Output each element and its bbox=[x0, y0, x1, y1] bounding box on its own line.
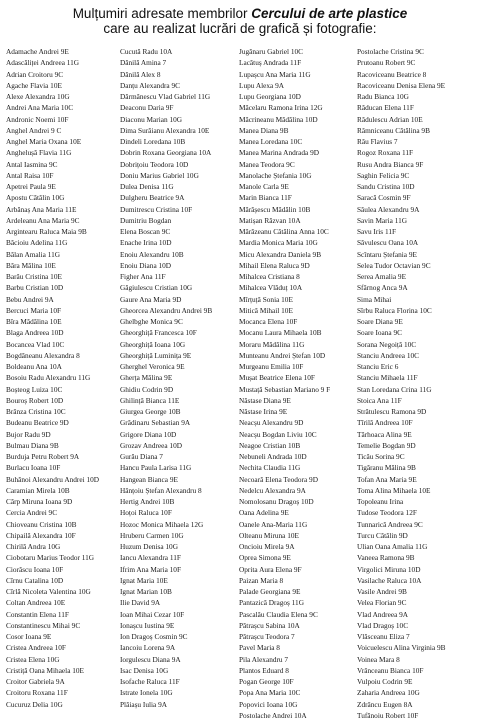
name-entry: Nechita Claudia 11G bbox=[239, 463, 301, 473]
name-entry: Tărhoaca Alina 9E bbox=[357, 429, 412, 439]
name-entry: Nomolosanu Dragoș 10D bbox=[239, 497, 314, 506]
name-entry: Manea Diana 9B bbox=[239, 125, 289, 135]
name-entry: Ghidiu Codrin 9D bbox=[120, 384, 174, 394]
name-entry: Munteanu Andrei Ștefan 10D bbox=[239, 350, 326, 360]
name-entry: Saracă Cosmin 9F bbox=[357, 193, 411, 203]
name-entry: Radu Bianca 10G bbox=[357, 92, 409, 101]
name-entry: Mitică Mihail 10E bbox=[239, 305, 293, 315]
name-entry: Vulpoiu Codrin 9E bbox=[357, 677, 413, 686]
name-entry: Gherța Mălina 9E bbox=[120, 373, 173, 383]
name-entry: Oprita Aura Elena 9F bbox=[239, 564, 302, 574]
name-entry: Bercuci Maria 10F bbox=[6, 305, 62, 315]
name-entry: Buhănoi Alexandru Andrei 10D bbox=[6, 474, 100, 484]
name-entry: Dima Surăianu Alexandra 10E bbox=[120, 125, 210, 135]
name-entry: Mihalcea Vlăduț 10A bbox=[239, 283, 303, 293]
name-entry: Isac Denisa 10G bbox=[120, 665, 169, 675]
name-entry: Măcrineanu Mădălina 10D bbox=[239, 114, 318, 124]
name-entry: Iancoiu Lorena 9A bbox=[120, 643, 176, 653]
name-entry: Vasile Andrei 9B bbox=[357, 587, 407, 596]
name-entry: Pila Alexandru 7 bbox=[239, 654, 289, 664]
name-entry: Temelie Bogdan 9D bbox=[357, 440, 416, 450]
name-entry: Constantinescu Mihai 9C bbox=[6, 620, 81, 630]
name-entry: Doniu Marius Gabriel 10G bbox=[120, 170, 199, 180]
name-entry: Anghel Maria Oxana 10E bbox=[6, 137, 82, 146]
name-entry: Ignat Marian 10B bbox=[120, 587, 172, 596]
name-entry: Constantin Elena 11F bbox=[6, 609, 69, 619]
name-entry: Anghel Andrei 9 C bbox=[6, 125, 62, 135]
name-entry: Băra Mălina 10E bbox=[6, 260, 56, 270]
name-entry: Cristea Andreea 10F bbox=[6, 643, 66, 653]
name-entry: Gurău Diana 7 bbox=[120, 452, 163, 461]
name-entry: Saghin Felicia 9C bbox=[357, 170, 410, 180]
name-entry: Racoviceanu Denisa Elena 9E bbox=[357, 80, 446, 90]
name-entry: Sfârnog Anca 9A bbox=[357, 283, 408, 293]
name-entry: Istrate Ionela 10G bbox=[120, 688, 173, 698]
name-entry: Boșteog Luiza 10C bbox=[6, 384, 63, 394]
name-entry: Boldeanu Ana 10A bbox=[6, 362, 62, 371]
name-entry: Cucută Radu 10A bbox=[120, 47, 173, 56]
name-entry: Apostu Cătălin 10G bbox=[6, 193, 65, 203]
name-entry: Pavel Maria 8 bbox=[239, 643, 280, 653]
name-entry: Neacșu Alexandru 9D bbox=[239, 418, 304, 428]
name-entry: Pascalău Claudia Elena 9C bbox=[239, 609, 318, 619]
name-entry: Enache Irina 10D bbox=[120, 238, 172, 248]
name-entry: Adamache Andrei 9E bbox=[6, 47, 69, 56]
name-entry: Virgolici Miruna 10D bbox=[357, 564, 421, 574]
name-entry: Dărmănescu Vlad Gabriel 11G bbox=[120, 92, 211, 101]
name-entry: Budeanu Beatrice 9D bbox=[6, 418, 69, 428]
name-entry: Bosoiu Radu Alexandru 11G bbox=[6, 373, 91, 383]
name-entry: Ulian Oana Amalia 11G bbox=[357, 542, 428, 551]
name-entry: Ghilință Bianca 11E bbox=[120, 395, 180, 405]
name-entry: Dumitriu Bogdan bbox=[120, 215, 172, 225]
name-entry: Rădulescu Adrian 10E bbox=[357, 114, 423, 124]
name-entry: Bulmau Diana 9B bbox=[6, 440, 59, 450]
name-entry: Bălan Amalia 11G bbox=[6, 249, 61, 259]
name-entry: Prutoanu Robert 9C bbox=[357, 58, 416, 68]
name-entry: Adrian Croitoru 9C bbox=[6, 69, 64, 79]
name-entry: Grădinaru Sebastian 9A bbox=[120, 418, 191, 428]
name-entry: Topoleanu Irina bbox=[357, 497, 404, 506]
name-entry: Soare Ioana 9C bbox=[357, 328, 402, 338]
name-entry: Dănilă Amina 7 bbox=[120, 58, 167, 68]
name-entry: Ciobotaru Marius Teodor 11G bbox=[6, 553, 95, 563]
name-entry: Hoțoi Raluca 10F bbox=[120, 508, 172, 518]
name-entry: Necoară Elena Teodora 9D bbox=[239, 474, 318, 484]
name-entry: Zdrâncu Eugen 8A bbox=[357, 699, 413, 709]
name-entry: Figher Ana 11F bbox=[120, 272, 166, 281]
name-entry: Soare Diana 9E bbox=[357, 317, 403, 326]
name-entry: Sîrbu Raluca Florina 10C bbox=[357, 305, 432, 315]
name-entry: Serea Amalia 9E bbox=[357, 272, 407, 281]
name-entry: Rogoz Roxana 11F bbox=[357, 148, 414, 158]
name-entry: Iancu Alexandra 11F bbox=[120, 553, 181, 563]
name-entry: Măcelaru Ramona Irina 12G bbox=[239, 103, 323, 113]
name-entry: Antal Iasmina 9C bbox=[6, 159, 58, 169]
name-entry: Blaga Andreea 10D bbox=[6, 328, 64, 338]
name-entry: Bujor Radu 9D bbox=[6, 429, 51, 439]
name-entry: Dănilă Alex 8 bbox=[120, 69, 161, 79]
name-entry: Agache Flavia 10E bbox=[6, 80, 62, 90]
name-entry: Vlăsceanu Eliza 7 bbox=[357, 632, 410, 641]
name-entry: Alexe Alexandra 10G bbox=[6, 92, 70, 101]
title-line-2: care au realizat lucrări de grafică și fotografie: bbox=[103, 21, 377, 36]
name-entry: Dobrin Roxana Georgiana 10A bbox=[120, 148, 212, 158]
names-column-2 bbox=[120, 46, 238, 710]
name-entry: Dulgheru Beatrice 9A bbox=[120, 193, 185, 203]
name-entry: Barbu Cristian 10D bbox=[6, 283, 64, 293]
name-entry: Marin Bianca 11F bbox=[239, 193, 292, 203]
name-entry: Voinea Mara 8 bbox=[357, 654, 400, 664]
name-entry: Râmniceanu Cătălina 9B bbox=[357, 125, 430, 135]
name-entry: Postolache Cristina 9C bbox=[357, 47, 424, 56]
name-entry: Mocanca Elena 10F bbox=[239, 317, 298, 326]
name-entry: Tufănoiu Robert 10F bbox=[357, 710, 419, 720]
name-entry: Zaharia Andreea 10G bbox=[357, 688, 420, 698]
name-entry: Gherghel Veronica 9E bbox=[120, 362, 185, 371]
name-entry: Gheorghiță Ioana 10G bbox=[120, 339, 186, 349]
name-entry: Rău Flavius 7 bbox=[357, 137, 398, 146]
name-entry: Stanciu Mihaela 11F bbox=[357, 373, 418, 383]
name-entry: Mihalcea Cristiana 8 bbox=[239, 272, 300, 281]
name-entry: Popovici Ioana 10G bbox=[239, 699, 298, 709]
name-entry: Lacătuș Andrada 11F bbox=[239, 58, 302, 68]
name-entry: Coltan Andreea 10E bbox=[6, 598, 66, 608]
name-entry: Plantos Eduard 8 bbox=[239, 665, 289, 675]
name-entry: Palade Georgiana 9E bbox=[239, 587, 301, 596]
name-entry: Nebuneli Andrada 10D bbox=[239, 452, 307, 461]
name-entry: Mușat Beatrice Elena 10F bbox=[239, 373, 315, 383]
name-entry: Chioveanu Cristina 10B bbox=[6, 519, 77, 529]
name-entry: Toma Alina Mihaela 10E bbox=[357, 485, 431, 495]
name-entry: Bogdăneanu Alexandra 8 bbox=[6, 350, 80, 360]
name-entry: Iorgulescu Diana 9A bbox=[120, 654, 181, 664]
name-entry: Isofache Raluca 11F bbox=[120, 677, 180, 686]
name-entry: Ticău Sorina 9C bbox=[357, 452, 405, 461]
name-entry: Sima Mihai bbox=[357, 294, 392, 304]
name-entry: Oncioiu Mirela 9A bbox=[239, 542, 295, 551]
name-entry: Ciorăscu Ioana 10F bbox=[6, 564, 64, 574]
name-entry: Velea Florian 9C bbox=[357, 598, 407, 608]
name-entry: Mocanu Laura Mihaela 10B bbox=[239, 328, 322, 338]
name-entry: Hruberu Carmen 10G bbox=[120, 530, 184, 540]
name-entry: Ioan Mihai Cezar 10F bbox=[120, 609, 185, 619]
name-entry: Hertig Andrei 10B bbox=[120, 497, 175, 506]
name-entry: Diaconu Marian 10G bbox=[120, 114, 183, 124]
name-entry: Pătrașcu Sabina 10A bbox=[239, 620, 300, 630]
name-entry: Dulea Denisa 11G bbox=[120, 182, 174, 191]
name-entry: Andrei Ana Maria 10C bbox=[6, 103, 74, 113]
name-entry: Paizan Maria 8 bbox=[239, 575, 284, 585]
name-entry: Selea Tudor Octavian 9C bbox=[357, 260, 431, 270]
name-entry: Pogan George 10F bbox=[239, 677, 294, 686]
name-entry: Vaneea Ramona 9B bbox=[357, 553, 415, 563]
name-entry: Tîrilă Andreea 10F bbox=[357, 418, 413, 428]
name-entry: Ifrim Ana Maria 10F bbox=[120, 564, 181, 574]
name-entry: Tigăranu Mălina 9B bbox=[357, 463, 416, 473]
name-entry: Croitor Gabriela 9A bbox=[6, 677, 65, 686]
page-title bbox=[0, 6, 480, 36]
name-entry: Nedelcu Alexandra 9A bbox=[239, 485, 306, 495]
name-entry: Danțu Alexandra 9C bbox=[120, 80, 180, 90]
name-entry: Grozav Andreea 10D bbox=[120, 440, 182, 450]
name-entry: Manolache Ștefania 10G bbox=[239, 170, 312, 180]
name-entry: Andronic Noemi 10F bbox=[6, 114, 69, 124]
name-entry: Enoiu Alexandru 10B bbox=[120, 249, 184, 259]
name-entry: Rusu Andra Bianca 9F bbox=[357, 159, 424, 169]
name-entry: Dindeli Loredana 10B bbox=[120, 137, 186, 146]
names-column-1 bbox=[6, 46, 124, 710]
name-entry: Arbănaș Ana Maria 11E bbox=[6, 204, 77, 214]
name-entry: Jugănaru Gabriel 10C bbox=[239, 47, 304, 56]
name-entry: Vlad Dragoș 10C bbox=[357, 620, 409, 630]
name-entry: Năstase Diana 9E bbox=[239, 395, 291, 405]
name-entry: Ionașcu Iustina 9E bbox=[120, 620, 175, 630]
name-entry: Chirilă Andra 10G bbox=[6, 542, 61, 551]
name-entry: Manea Loredana 10C bbox=[239, 137, 303, 146]
name-entry: Cosor Ioana 9E bbox=[6, 632, 52, 641]
name-entry: Olteanu Miruna 10E bbox=[239, 530, 299, 540]
name-entry: Sorana Negoiță 10C bbox=[357, 339, 417, 349]
name-entry: Racoviceanu Beatrice 8 bbox=[357, 69, 427, 79]
name-entry: Ghelbghe Monica 9C bbox=[120, 317, 183, 326]
name-entry: Cristiță Oana Mihaela 10E bbox=[6, 665, 85, 675]
name-entry: Mihail Elena Raluca 9D bbox=[239, 260, 310, 270]
name-entry: Giurgea George 10B bbox=[120, 407, 181, 416]
name-entry: Enoiu Diana 10D bbox=[120, 260, 172, 270]
name-entry: Bouroș Robert 10D bbox=[6, 395, 64, 405]
name-entry: Oprea Simona 9E bbox=[239, 553, 291, 563]
name-entry: Stoica Ana 11F bbox=[357, 395, 402, 405]
name-entry: Ilie David 9A bbox=[120, 598, 161, 608]
name-entry: Ignat Maria 10E bbox=[120, 575, 168, 585]
name-entry: Micu Alexandra Daniela 9B bbox=[239, 249, 322, 259]
name-entry: Deaconu Daria 9F bbox=[120, 103, 174, 113]
name-entry: Strătulescu Ramona 9D bbox=[357, 407, 427, 416]
name-entry: Matișan Răzvan 10A bbox=[239, 215, 301, 225]
title-line-1 bbox=[0, 6, 480, 21]
name-entry: Hancu Paula Larisa 11G bbox=[120, 463, 192, 473]
name-entry: Hânțoiu Ștefan Alexandru 8 bbox=[120, 485, 202, 495]
name-entry: Neagoe Cristian 10B bbox=[239, 440, 301, 450]
name-entry: Ardeleanu Ana Maria 9C bbox=[6, 215, 80, 225]
name-entry: Lupu Georgiana 10D bbox=[239, 92, 301, 101]
name-entry: Lupașcu Ana Maria 11G bbox=[239, 69, 311, 79]
name-entry: Cristea Elena 10G bbox=[6, 654, 60, 664]
name-entry: Răducan Elena 11F bbox=[357, 103, 414, 113]
name-entry: Turcu Cătălin 9D bbox=[357, 530, 408, 540]
name-entry: Burduja Petru Robert 9A bbox=[6, 452, 80, 461]
name-entry: Vrânceanu Bianca 10F bbox=[357, 665, 424, 675]
name-entry: Grigore Diana 10D bbox=[120, 429, 177, 439]
name-entry: Savu Iris 11F bbox=[357, 227, 397, 236]
name-entry: Stanciu Andreea 10C bbox=[357, 350, 420, 360]
name-entry: Cărp Miruna Ioana 9D bbox=[6, 497, 73, 506]
name-entry: Scîntaru Ștefania 9E bbox=[357, 249, 417, 259]
name-entry: Săvulescu Oana 10A bbox=[357, 238, 419, 248]
name-entry: Postolache Andrei 10A bbox=[239, 710, 307, 720]
name-entry: Stanciu Eric 6 bbox=[357, 362, 399, 371]
name-entry: Apetrei Paula 9E bbox=[6, 182, 56, 191]
name-entry: Popa Ana Maria 10C bbox=[239, 688, 301, 698]
name-entry: Murgeanu Emilia 10F bbox=[239, 362, 304, 371]
name-entry: Pătrașcu Teodora 7 bbox=[239, 632, 295, 641]
name-entry: Brânza Cristina 10C bbox=[6, 407, 66, 416]
name-entry: Manole Carla 9E bbox=[239, 182, 289, 191]
name-entry: Sandu Cristina 10D bbox=[357, 182, 415, 191]
name-entry: Antal Raisa 10F bbox=[6, 170, 54, 180]
name-entry: Hozoc Monica Mihaela 12G bbox=[120, 519, 204, 529]
name-entry: Dumitrescu Cristina 10F bbox=[120, 204, 193, 214]
name-entry: Voicuelescu Alina Virginia 9B bbox=[357, 643, 446, 653]
name-entry: Bebu Andrei 9A bbox=[6, 294, 54, 304]
name-entry: Plăiașu Iulia 9A bbox=[120, 699, 168, 709]
name-entry: Tunnarică Andreea 9C bbox=[357, 519, 423, 529]
name-entry: Cîrlă Nicoleta Valentina 10G bbox=[6, 587, 91, 596]
name-entry: Moraru Mădălina 11G bbox=[239, 339, 305, 349]
name-entry: Bocancea Vlad 10C bbox=[6, 339, 65, 349]
name-entry: Vasilache Raluca 10A bbox=[357, 575, 422, 585]
title-prefix: Mulțumiri adresate membrilor bbox=[72, 6, 248, 21]
name-entry: Cîrnu Catalina 10D bbox=[6, 575, 64, 585]
name-entry: Ion Dragoș Cosmin 9C bbox=[120, 632, 188, 641]
name-entry: Vlad Andreea 9A bbox=[357, 609, 409, 619]
name-entry: Mărăzeanu Cătălina Anna 10C bbox=[239, 227, 329, 236]
title-emphasis: Cercului de arte plastice bbox=[251, 6, 408, 21]
name-entry: Barău Cristina 10E bbox=[6, 272, 62, 281]
name-entry: Savin Maria 11G bbox=[357, 215, 407, 225]
name-entry: Gaure Ana Maria 9D bbox=[120, 294, 182, 304]
names-columns bbox=[6, 46, 474, 720]
name-entry: Burlacu Ioana 10F bbox=[6, 463, 61, 473]
name-entry: Argintearu Raluca Maia 9B bbox=[6, 227, 87, 236]
name-entry: Mardia Monica Maria 10G bbox=[239, 238, 318, 248]
name-entry: Cucuruz Delia 10G bbox=[6, 699, 63, 709]
name-entry: Gheorghiță Luminița 9E bbox=[120, 350, 192, 360]
name-entry: Găgiulescu Cristian 10G bbox=[120, 283, 193, 293]
name-entry: Manea Teodora 9C bbox=[239, 159, 295, 169]
name-entry: Huzum Denisa 10G bbox=[120, 542, 178, 551]
name-entry: Cercia Andrei 9C bbox=[6, 508, 58, 518]
name-entry: Năstase Irina 9E bbox=[239, 407, 288, 416]
name-entry: Mustață Sebastian Mariano 9 F bbox=[239, 384, 331, 394]
name-entry: Adascăliței Andreea 11G bbox=[6, 58, 80, 68]
name-entry: Săulea Alexandru 9A bbox=[357, 204, 420, 214]
name-entry: Gheorghiță Francesca 10F bbox=[120, 328, 197, 338]
names-column-3 bbox=[239, 46, 357, 721]
name-entry: Chipailă Alexandra 10F bbox=[6, 530, 76, 540]
name-entry: Dobrițoiu Teodora 10D bbox=[120, 159, 189, 169]
name-entry: Neacșu Bogdan Liviu 10C bbox=[239, 429, 317, 439]
name-entry: Anghelușă Flavia 11G bbox=[6, 148, 72, 158]
name-entry: Băcioiu Adelina 11G bbox=[6, 238, 68, 248]
name-entry: Caramian Mirela 10B bbox=[6, 485, 70, 495]
name-entry: Oana Adelina 9E bbox=[239, 508, 289, 518]
name-entry: Stan Loredana Crina 11G bbox=[357, 384, 432, 394]
name-entry: Mărășescu Mădălin 10B bbox=[239, 204, 311, 214]
name-entry: Tofan Ana Maria 9E bbox=[357, 474, 417, 484]
name-entry: Elena Boscan 9C bbox=[120, 227, 171, 236]
name-entry: Oanele Ana-Maria 11G bbox=[239, 519, 308, 529]
name-entry: Lupu Alexa 9A bbox=[239, 80, 284, 90]
names-column-4 bbox=[357, 46, 475, 721]
name-entry: Mîrțuță Sonia 10E bbox=[239, 294, 293, 304]
name-entry: Croitoru Roxana 11F bbox=[6, 688, 68, 698]
name-entry: Pantazică Dragoș 11G bbox=[239, 598, 304, 608]
name-entry: Tudose Teodora 12F bbox=[357, 508, 417, 518]
name-entry: Hangean Bianca 9E bbox=[120, 474, 178, 484]
name-entry: Bîra Mădălina 10E bbox=[6, 317, 62, 326]
name-entry: Manea Marina Andrada 9D bbox=[239, 148, 320, 158]
name-entry: Gheorcea Alexandru Andrei 9B bbox=[120, 305, 213, 315]
